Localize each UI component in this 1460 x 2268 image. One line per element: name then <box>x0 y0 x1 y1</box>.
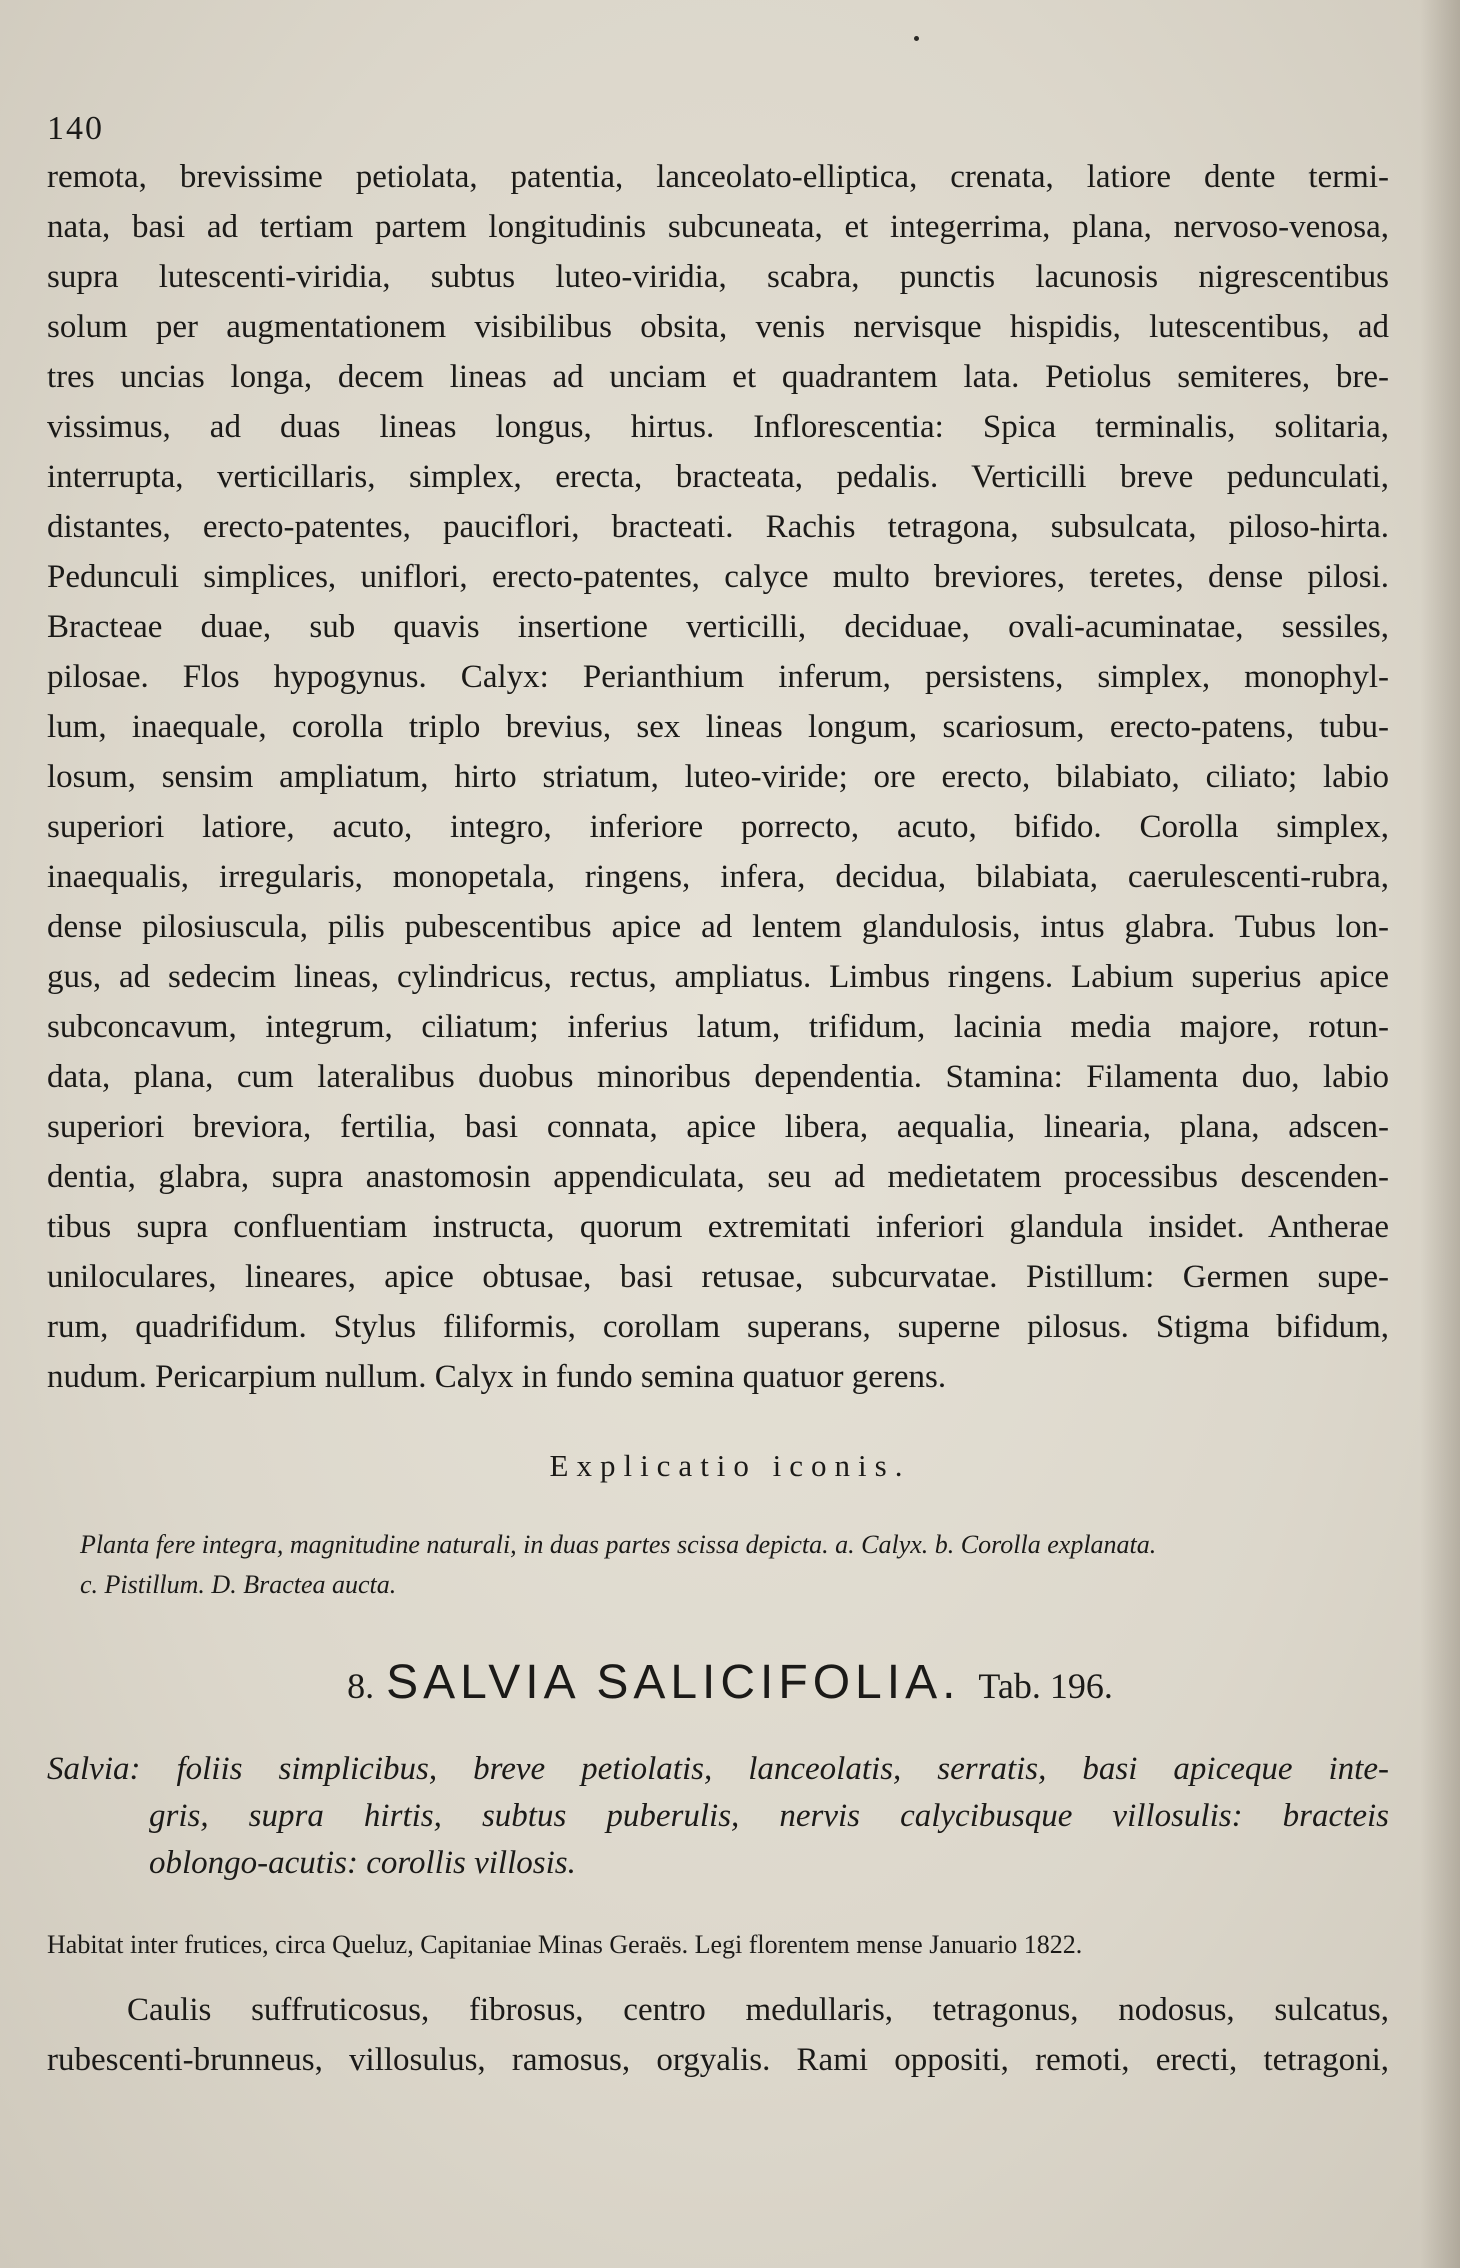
text-line: solum per augmentationem visibilibus obsita, venis nervisque hispidis, lutescentibus, ad <box>47 309 1389 345</box>
text-line: rubescenti-brunneus, villosulus, ramosus, orgyalis. Rami oppositi, remoti, erecti, tetragoni, <box>47 2042 1389 2078</box>
figure-caption <box>80 1525 1390 1605</box>
text-line: superiori breviora, fertilia, basi connata, apice libera, aequalia, linearia, plana, adscen- <box>47 1109 1389 1145</box>
text-line: subconcavum, integrum, ciliatum; inferius latum, trifidum, lacinia media majore, rotun- <box>47 1009 1389 1045</box>
text-line: pilosae. Flos hypogynus. Calyx: Perianthium inferum, persistens, simplex, monophyl- <box>47 659 1389 695</box>
diagnosis-line: oblongo-acutis: corollis villosis. <box>149 1845 576 1881</box>
caption-line: c. Pistillum. D. Bractea aucta. <box>80 1570 397 1599</box>
text-line: interrupta, verticillaris, simplex, erecta, bracteata, pedalis. Verticilli breve pedunculati, <box>47 459 1389 495</box>
text-line: supra lutescenti-viridia, subtus luteo-viridia, scabra, punctis lacunosis nigrescentibus <box>47 259 1389 295</box>
diagnosis-line: Salvia: foliis simplicibus, breve petiolatis, lanceolatis, serratis, basi apiceque inte- <box>47 1751 1389 1787</box>
plate-reference: Tab. 196. <box>978 1666 1113 1706</box>
species-heading <box>0 1655 1460 1710</box>
text-line: dentia, glabra, supra anastomosin appendiculata, seu ad medietatem processibus descenden- <box>47 1159 1389 1195</box>
text-line: Pedunculi simplices, uniflori, erecto-patentes, calyce multo breviores, teretes, dense pilosi. <box>47 559 1389 595</box>
text-line: Caulis suffruticosus, fibrosus, centro medullaris, tetragonus, nodosus, sulcatus, <box>127 1992 1389 2028</box>
text-line: uniloculares, lineares, apice obtusae, basi retusae, subcurvatae. Pistillum: Germen supe- <box>47 1259 1389 1295</box>
text-line: data, plana, cum lateralibus duobus minoribus dependentia. Stamina: Filamenta duo, labio <box>47 1059 1389 1095</box>
text-line: Bracteae duae, sub quavis insertione verticilli, deciduae, ovali-acuminatae, sessiles, <box>47 609 1389 645</box>
habitat-note: Habitat inter frutices, circa Queluz, Capitaniae Minas Geraës. Legi florentem mense Januario 1822. <box>47 1930 1083 1959</box>
text-line: rum, quadrifidum. Stylus filiformis, corollam superans, superne pilosus. Stigma bifidum, <box>47 1309 1389 1345</box>
species-number: 8. <box>347 1666 375 1706</box>
page-edge-shadow <box>1420 0 1460 2268</box>
print-speck <box>914 36 919 41</box>
caption-line: Planta fere integra, magnitudine naturali, in duas partes scissa depicta. a. Calyx. b. Corolla explanata. <box>80 1530 1157 1559</box>
text-line: gus, ad sedecim lineas, cylindricus, rectus, ampliatus. Limbus ringens. Labium superius apice <box>47 959 1389 995</box>
page-number: 140 <box>47 110 104 147</box>
text-line: remota, brevissime petiolata, patentia, lanceolato-elliptica, crenata, latiore dente termi- <box>47 159 1389 195</box>
text-line: tibus supra confluentiam instructa, quorum extremitati inferiori glandula insidet. Antherae <box>47 1209 1389 1245</box>
text-line: tres uncias longa, decem lineas ad unciam et quadrantem lata. Petiolus semiteres, bre- <box>47 359 1389 395</box>
text-line: inaequalis, irregularis, monopetala, ringens, infera, decidua, bilabiata, caerulescenti-rubra, <box>47 859 1389 895</box>
species-name: SALVIA SALICIFOLIA. <box>386 1656 961 1709</box>
text-line: dense pilosiuscula, pilis pubescentibus apice ad lentem glandulosis, intus glabra. Tubus lon- <box>47 909 1389 945</box>
diagnosis-line: gris, supra hirtis, subtus puberulis, nervis calycibusque villosulis: bracteis <box>149 1798 1389 1834</box>
text-line: lum, inaequale, corolla triplo brevius, sex lineas longum, scariosum, erecto-patens, tubu- <box>47 709 1389 745</box>
text-line: distantes, erecto-patentes, pauciflori, bracteati. Rachis tetragona, subsulcata, piloso-hirta. <box>47 509 1389 545</box>
species-diagnosis <box>47 1746 1389 1887</box>
text-line: nata, basi ad tertiam partem longitudinis subcuneata, et integerrima, plana, nervoso-venosa, <box>47 209 1389 245</box>
text-line: superiori latiore, acuto, integro, inferiore porrecto, acuto, bifido. Corolla simplex, <box>47 809 1389 845</box>
text-line: vissimus, ad duas lineas longus, hirtus. Inflorescentia: Spica terminalis, solitaria, <box>47 409 1389 445</box>
text-line: losum, sensim ampliatum, hirto striatum, luteo-viride; ore erecto, bilabiato, ciliato; labio <box>47 759 1389 795</box>
caulis-description <box>47 1985 1389 2085</box>
explicatio-heading: Explicatio iconis. <box>549 1448 911 1483</box>
description-text <box>47 152 1389 1402</box>
text-line: nudum. Pericarpium nullum. Calyx in fundo semina quatuor gerens. <box>47 1359 947 1395</box>
